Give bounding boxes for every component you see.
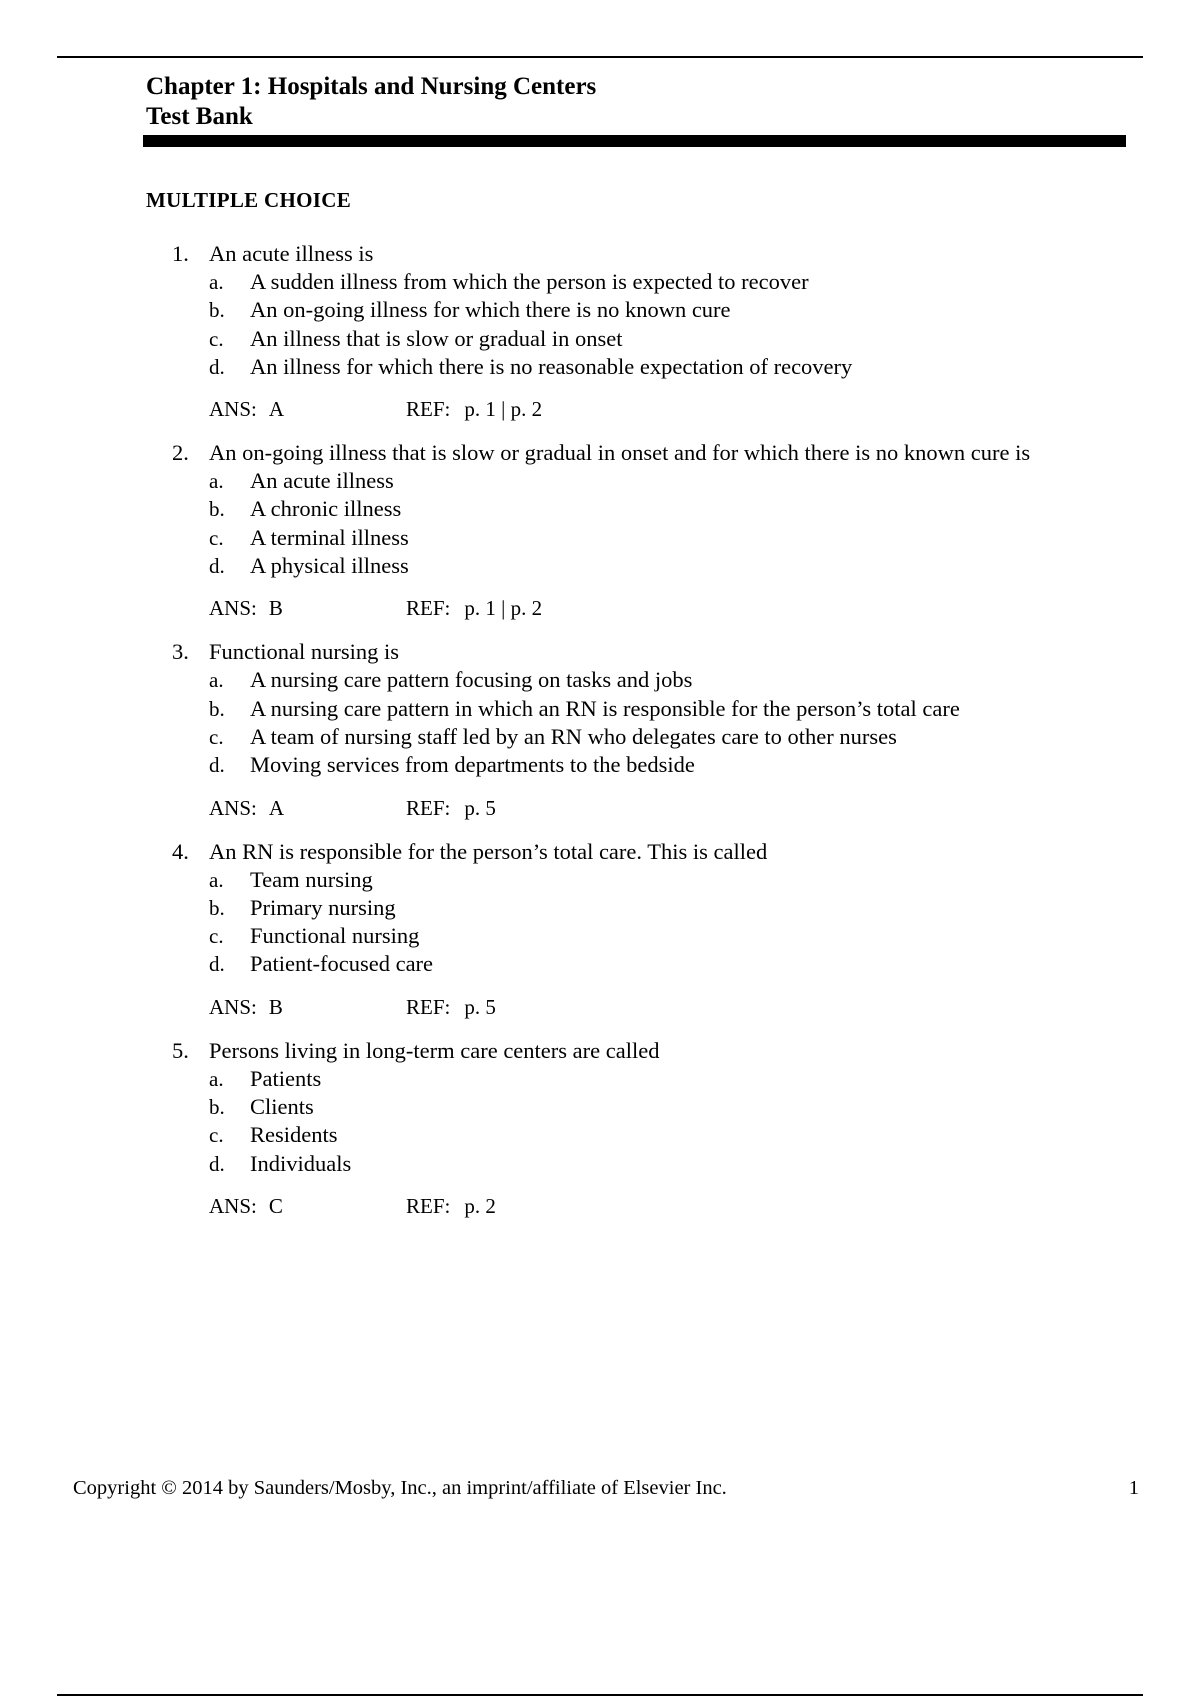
option-text: An acute illness xyxy=(250,468,394,494)
option xyxy=(209,950,1132,978)
option-list xyxy=(209,866,1132,979)
answer-value: B xyxy=(268,994,283,1019)
reference xyxy=(406,1192,496,1220)
reference xyxy=(406,993,496,1021)
option-letter: c. xyxy=(209,326,224,351)
option xyxy=(209,922,1132,950)
answer-label: ANS: xyxy=(209,397,257,422)
answer-row xyxy=(209,395,1132,423)
option xyxy=(209,1150,1132,1178)
option-text: An illness that is slow or gradual in onset xyxy=(250,325,623,351)
reference-label: REF: xyxy=(406,795,451,820)
reference-value: p. 1 | p. 2 xyxy=(464,596,543,621)
option-text: Team nursing xyxy=(250,866,373,892)
answer-label: ANS: xyxy=(209,596,257,621)
question xyxy=(172,838,1132,1021)
question-text: An RN is responsible for the person’s total care. This is called xyxy=(209,838,768,864)
option xyxy=(209,1121,1132,1149)
option-text: Individuals xyxy=(250,1150,352,1176)
reference xyxy=(406,395,542,423)
question-text: An on-going illness that is slow or gradual in onset and for which there is no known cure is xyxy=(209,440,1031,466)
copyright-notice: Copyright © 2014 by Saunders/Mosby, Inc., an imprint/affiliate of Elsevier Inc. xyxy=(73,1477,727,1499)
reference-label: REF: xyxy=(406,397,451,422)
question-number: 2. xyxy=(172,440,189,466)
question-number: 5. xyxy=(172,1037,189,1063)
question-stem xyxy=(172,638,1132,666)
answer-value: C xyxy=(268,1193,283,1218)
option-text: Clients xyxy=(250,1094,314,1120)
option-letter: c. xyxy=(209,525,224,550)
reference-value: p. 5 xyxy=(464,994,496,1019)
option-text: An on-going illness for which there is no known cure xyxy=(250,297,731,323)
question-stem xyxy=(172,1037,1132,1065)
option-letter: d. xyxy=(209,554,225,579)
question-stem xyxy=(172,240,1132,268)
option-list xyxy=(209,666,1132,779)
answer-row xyxy=(209,794,1132,822)
option xyxy=(209,1093,1132,1121)
option-letter: d. xyxy=(209,1151,225,1176)
question-text: An acute illness is xyxy=(209,241,374,266)
reference-value: p. 2 xyxy=(464,1193,496,1218)
option-letter: a. xyxy=(209,1066,224,1091)
option-letter: a. xyxy=(209,668,224,693)
option xyxy=(209,524,1132,552)
answer-row xyxy=(209,1192,1132,1220)
option xyxy=(209,495,1132,523)
question-stem xyxy=(172,838,1132,866)
top-rule xyxy=(57,56,1143,58)
reference xyxy=(406,594,542,622)
answer-label: ANS: xyxy=(209,795,257,820)
option xyxy=(209,695,1132,723)
option-text: Primary nursing xyxy=(250,894,396,920)
answer xyxy=(209,594,406,622)
answer-value: A xyxy=(268,795,285,820)
option-letter: a. xyxy=(209,270,224,294)
chapter-title: Chapter 1: Hospitals and Nursing Centers xyxy=(146,73,597,100)
option-text: A chronic illness xyxy=(250,496,402,522)
option xyxy=(209,552,1132,580)
option-letter: b. xyxy=(209,1095,225,1120)
option-text: Patients xyxy=(250,1065,322,1091)
answer-label: ANS: xyxy=(209,1193,257,1218)
option-text: A sudden illness from which the person is expected to recover xyxy=(250,269,809,294)
option xyxy=(209,723,1132,751)
option-letter: b. xyxy=(209,895,225,920)
option xyxy=(209,353,1132,381)
bottom-rule xyxy=(57,1694,1143,1696)
question xyxy=(172,240,1132,423)
reference-label: REF: xyxy=(406,994,451,1019)
option-text: An illness for which there is no reasonable expectation of recovery xyxy=(250,353,853,379)
question xyxy=(172,638,1132,821)
question-number: 3. xyxy=(172,639,189,665)
answer xyxy=(209,993,406,1021)
option-letter: d. xyxy=(209,753,225,778)
page-footer xyxy=(73,1477,1139,1500)
answer-label: ANS: xyxy=(209,994,257,1019)
header-bar xyxy=(143,135,1126,147)
option-letter: c. xyxy=(209,924,224,949)
answer-value: B xyxy=(268,596,283,621)
option xyxy=(209,467,1132,495)
page-number: 1 xyxy=(1128,1477,1139,1499)
option-letter: b. xyxy=(209,696,225,721)
question-number: 1. xyxy=(172,241,189,266)
option xyxy=(209,1065,1132,1093)
question-number: 4. xyxy=(172,838,189,864)
option-text: A terminal illness xyxy=(250,524,409,550)
option xyxy=(209,666,1132,694)
question-list xyxy=(172,240,1132,1236)
option xyxy=(209,325,1132,353)
test-bank-label: Test Bank xyxy=(146,103,253,130)
answer xyxy=(209,1192,406,1220)
section-heading: MULTIPLE CHOICE xyxy=(146,188,352,212)
reference-value: p. 5 xyxy=(464,795,496,820)
option-list xyxy=(209,1065,1132,1178)
document-header xyxy=(146,72,1126,132)
option-letter: c. xyxy=(209,1123,224,1148)
option-text: Functional nursing xyxy=(250,923,420,949)
option xyxy=(209,296,1132,324)
option xyxy=(209,751,1132,779)
option-letter: b. xyxy=(209,298,225,323)
option-text: Moving services from departments to the bedside xyxy=(250,752,695,778)
answer-row xyxy=(209,993,1132,1021)
option-letter: a. xyxy=(209,469,224,494)
option-letter: a. xyxy=(209,867,224,892)
reference-value: p. 1 | p. 2 xyxy=(464,397,543,422)
answer-value: A xyxy=(268,397,285,422)
option-list xyxy=(209,268,1132,381)
option-text: Residents xyxy=(250,1122,338,1148)
option-letter: d. xyxy=(209,354,225,379)
option-text: A team of nursing staff led by an RN who delegates care to other nurses xyxy=(250,723,897,749)
option-text: A nursing care pattern focusing on tasks and jobs xyxy=(250,667,693,693)
option-text: A nursing care pattern in which an RN is responsible for the person’s total care xyxy=(250,695,960,721)
reference xyxy=(406,794,496,822)
option-letter: c. xyxy=(209,724,224,749)
question xyxy=(172,1037,1132,1220)
option-letter: b. xyxy=(209,497,225,522)
option-text: Patient-focused care xyxy=(250,951,434,977)
reference-label: REF: xyxy=(406,1193,451,1218)
answer xyxy=(209,395,406,423)
option-list xyxy=(209,467,1132,580)
question-text: Functional nursing is xyxy=(209,639,399,665)
question xyxy=(172,439,1132,622)
answer-row xyxy=(209,594,1132,622)
option-letter: d. xyxy=(209,952,225,977)
answer xyxy=(209,794,406,822)
option xyxy=(209,894,1132,922)
question-text: Persons living in long-term care centers are called xyxy=(209,1037,660,1063)
option xyxy=(209,866,1132,894)
question-stem xyxy=(172,439,1132,467)
option-text: A physical illness xyxy=(250,553,409,579)
option xyxy=(209,268,1132,296)
reference-label: REF: xyxy=(406,596,451,621)
